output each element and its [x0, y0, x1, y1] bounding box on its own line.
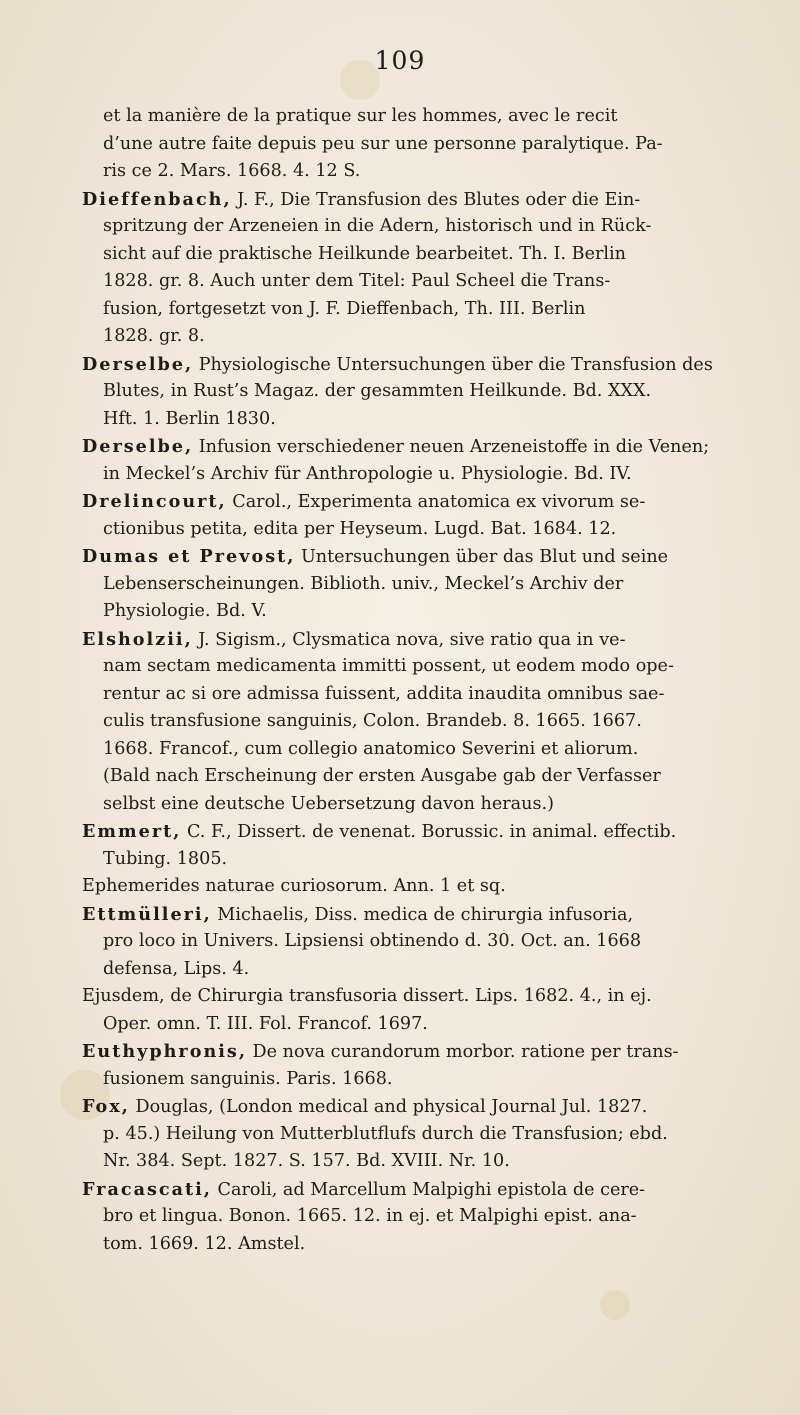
entry-text: culis transfusione sanguinis, Colon. Brandeb. 8. 1665. 1667.: [103, 711, 642, 731]
entry-text: 1828. gr. 8. Auch unter dem Titel: Paul Scheel die Trans-: [103, 271, 611, 291]
page-number: 109: [374, 46, 426, 75]
entry-text: Lebenserscheinungen. Biblioth. univ., Meckel’s Archiv der: [103, 573, 624, 594]
text-line: [82, 653, 742, 681]
entry-text: in Meckel’s Archiv für Anthropologie u. Physiologie. Bd. IV.: [103, 463, 632, 484]
entry-text: Michaelis, Diss. medica de chirurgia infusoria,: [211, 904, 634, 925]
entry-text: Physiologie. Bd. V.: [103, 601, 267, 621]
entry-text: Ejusdem, de Chirurgia transfusoria dissert. Lips. 1682. 4., in ej.: [82, 986, 652, 1006]
entry-text: 1668. Francof., cum collegio anatomico Severini et aliorum.: [103, 738, 639, 759]
entry-author: Dieffenbach,: [82, 188, 232, 210]
entry-text: Carol., Experimenta anatomica ex vivorum se-: [226, 492, 646, 512]
text-line: [82, 873, 742, 901]
entry-text: (Bald nach Erscheinung der ersten Ausgabe gab der Verfasser: [103, 766, 661, 786]
entry-text: Untersuchungen über das Blut und seine: [295, 547, 669, 567]
text-line: [82, 296, 742, 324]
text-line: [82, 186, 742, 214]
entry-text: C. F., Dissert. de venenat. Borussic. in animal. effectib.: [181, 822, 677, 842]
entry-author: Ettmülleri,: [82, 903, 212, 925]
entry-text: et la manière de la pratique sur les hommes, avec le recit: [103, 106, 618, 126]
entry-author: Drelincourt,: [82, 491, 227, 512]
entry-text: Douglas, (London medical and physical Journal Jul. 1827.: [129, 1097, 648, 1117]
entry-text: Nr. 384. Sept. 1827. S. 157. Bd. XVIII. Nr. 10.: [103, 1151, 510, 1171]
text-line: [82, 928, 742, 956]
entry-author: Fox,: [82, 1096, 130, 1117]
entry-text: Caroli, ad Marcellum Malpighi epistola de cere-: [211, 1179, 646, 1200]
text-line: [82, 516, 742, 544]
entry-author: Emmert,: [82, 821, 182, 842]
entry-text: rentur ac si ore admissa fuissent, addita inaudita omnibus sae-: [103, 683, 665, 704]
text-line: [82, 103, 742, 131]
entry-text: Infusion verschiedener neuen Arzeneistoffe in die Venen;: [193, 437, 710, 457]
entry-text: Blutes, in Rust’s Magaz. der gesammten Heilkunde. Bd. XXX.: [103, 381, 652, 401]
entry-author: Dumas et Prevost,: [82, 546, 296, 567]
entry-text: p. 45.) Heilung von Mutterblutflufs durch die Transfusion; ebd.: [103, 1123, 668, 1144]
entry-text: defensa, Lips. 4.: [103, 958, 250, 979]
text-line: [82, 681, 742, 709]
text-line: [82, 846, 742, 874]
text-line: [82, 461, 742, 489]
entry-text: ctionibus petita, edita per Heyseum. Lugd. Bat. 1684. 12.: [103, 518, 617, 539]
text-line: [82, 571, 742, 599]
bibliography-text: [82, 103, 742, 1258]
text-line: [82, 351, 742, 379]
text-line: [82, 598, 742, 626]
text-line: [82, 1203, 742, 1231]
text-line: [82, 488, 742, 516]
entry-author: Derselbe,: [82, 353, 194, 375]
entry-text: fusion, fortgesetzt von J. F. Dieffenbach, Th. III. Berlin: [103, 298, 586, 319]
entry-text: De nova curandorum morbor. ratione per trans-: [246, 1042, 679, 1062]
paper-stain: [600, 1290, 630, 1320]
entry-text: tom. 1669. 12. Amstel.: [103, 1233, 306, 1254]
text-line: [82, 763, 742, 791]
entry-text: sicht auf die praktische Heilkunde bearbeitet. Th. I. Berlin: [103, 243, 626, 264]
entry-text: J. F., Die Transfusion des Blutes oder die Ein-: [231, 189, 641, 210]
text-line: [82, 1093, 742, 1121]
entry-text: 1828. gr. 8.: [103, 326, 205, 346]
entry-text: Tubing. 1805.: [103, 848, 228, 869]
text-line: [82, 791, 742, 819]
text-line: [82, 158, 742, 186]
text-line: [82, 378, 742, 406]
entry-text: selbst eine deutsche Uebersetzung davon heraus.): [103, 793, 554, 814]
text-line: [82, 956, 742, 984]
text-line: [82, 1121, 742, 1149]
text-line: [82, 901, 742, 929]
text-line: [82, 213, 742, 241]
entry-author: Fracascati,: [82, 1178, 212, 1200]
text-line: [82, 1038, 742, 1066]
text-line: [82, 406, 742, 434]
entry-text: Hft. 1. Berlin 1830.: [103, 408, 276, 429]
entry-text: Oper. omn. T. III. Fol. Francof. 1697.: [103, 1013, 428, 1034]
entry-text: d’une autre faite depuis peu sur une personne paralytique. Pa-: [103, 133, 663, 154]
entry-author: Derselbe,: [82, 436, 194, 457]
text-line: [82, 241, 742, 269]
entry-text: nam sectam medicamenta immitti possent, ut eodem modo ope-: [103, 656, 674, 676]
text-line: [82, 543, 742, 571]
text-line: [82, 818, 742, 846]
entry-text: pro loco in Univers. Lipsiensi obtinendo d. 30. Oct. an. 1668: [103, 931, 642, 951]
text-line: [82, 736, 742, 764]
entry-text: J. Sigism., Clysmatica nova, sive ratio qua in ve-: [192, 629, 626, 650]
text-line: [82, 1066, 742, 1094]
text-line: [82, 268, 742, 296]
entry-text: Physiologische Untersuchungen über die Transfusion des: [193, 354, 713, 375]
entry-text: spritzung der Arzeneien in die Adern, historisch und in Rück-: [103, 216, 652, 236]
entry-text: fusionem sanguinis. Paris. 1668.: [103, 1068, 393, 1089]
text-line: [82, 983, 742, 1011]
text-line: [82, 433, 742, 461]
text-line: [82, 1011, 742, 1039]
entry-author: Euthyphronis,: [82, 1041, 247, 1062]
entry-text: bro et lingua. Bonon. 1665. 12. in ej. et Malpighi epist. ana-: [103, 1206, 637, 1226]
text-line: [82, 1148, 742, 1176]
entry-author: Elsholzii,: [82, 628, 193, 650]
text-line: [82, 708, 742, 736]
text-line: [82, 626, 742, 654]
entry-text: Ephemerides naturae curiosorum. Ann. 1 et sq.: [82, 876, 506, 896]
text-line: [82, 323, 742, 351]
text-line: [82, 1176, 742, 1204]
text-line: [82, 131, 742, 159]
entry-text: ris ce 2. Mars. 1668. 4. 12 S.: [103, 161, 361, 181]
text-line: [82, 1231, 742, 1259]
